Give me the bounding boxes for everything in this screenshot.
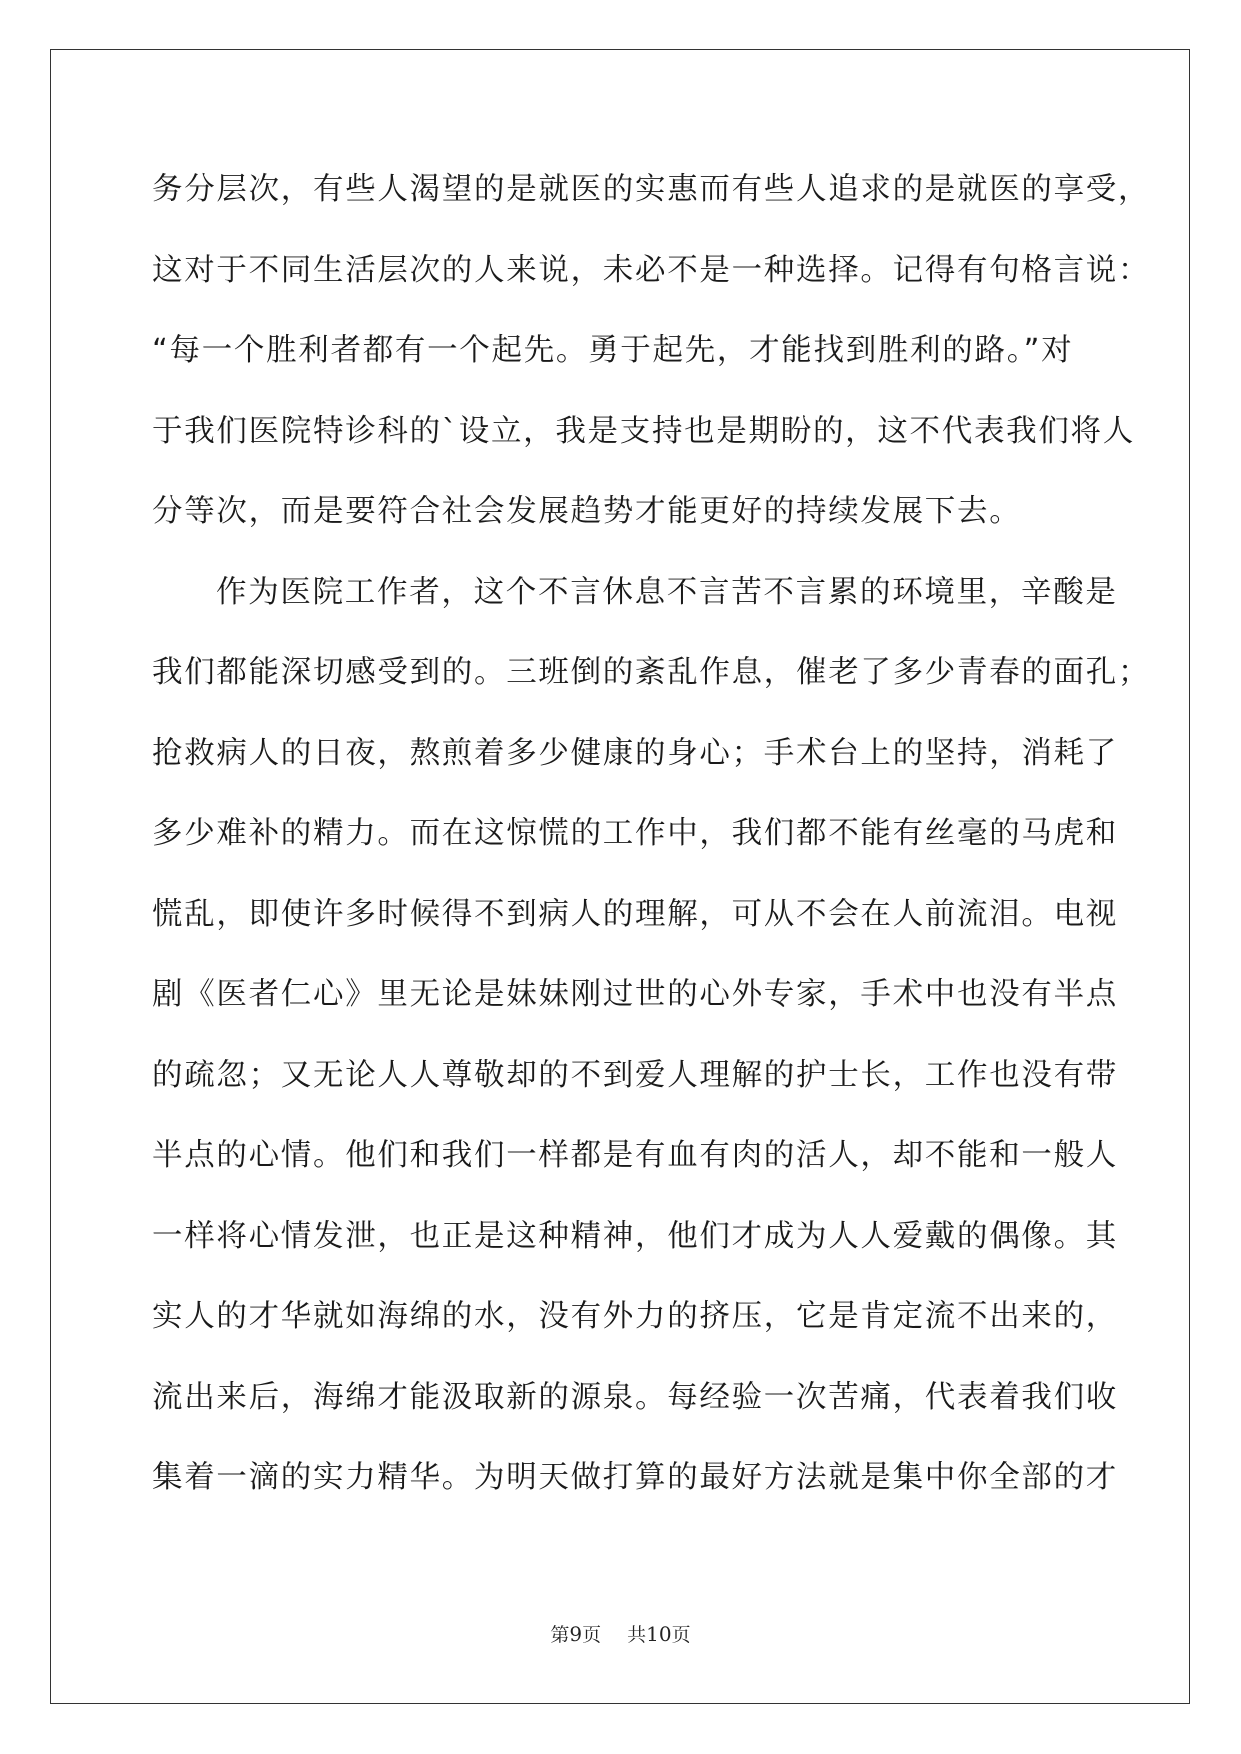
text-line: 这对于不同生活层次的人来说，未必不是一种选择。记得有句格言说： [152, 252, 1151, 288]
text-line: 实人的才华就如海绵的水，没有外力的挤压，它是肯定流不出来的， [152, 1299, 1118, 1334]
page-prefix: 第 [550, 1624, 570, 1646]
text-line: 我们都能深切感受到的。三班倒的紊乱作息，催老了多少青春的面孔； [152, 655, 1151, 690]
total-prefix: 共 [627, 1624, 647, 1646]
text-line: 一样将心情发泄，也正是这种精神，他们才成为人人爱戴的偶像。其 [152, 1218, 1118, 1254]
text-line: 集着一滴的实力精华。为明天做打算的最好方法就是集中你全部的才 [152, 1460, 1118, 1495]
text-line: 多少难补的精力。而在这惊慌的工作中，我们都不能有丝毫的马虎和 [152, 816, 1118, 851]
text-line: 的疏忽；又无论人人尊敬却的不到爱人理解的护士长，工作也没有带 [152, 1057, 1118, 1093]
document-body [152, 160, 1151, 1529]
text-line: 务分层次，有些人渴望的是就医的实惠而有些人追求的是就医的享受， [152, 172, 1151, 207]
total-pages: 10 [646, 1622, 672, 1646]
text-line: 抢救病人的日夜，熬煎着多少健康的身心；手术台上的坚持，消耗了 [152, 735, 1118, 771]
text-line: 剧《医者仁心》里无论是妹妹刚过世的心外专家，手术中也没有半点 [152, 977, 1118, 1012]
text-line: 于我们医院特诊科的`设立，我是支持也是期盼的，这不代表我们将人 [152, 413, 1135, 449]
text-line: 半点的心情。他们和我们一样都是有血有肉的活人，却不能和一般人 [152, 1138, 1118, 1173]
text-line: 作为医院工作者，这个不言休息不言苦不言累的环境里，辛酸是 [216, 574, 1118, 610]
text-line: 流出来后，海绵才能汲取新的源泉。每经验一次苦痛，代表着我们收 [152, 1379, 1118, 1415]
page-number: 9 [569, 1622, 583, 1646]
text-line: “每一个胜利者都有一个起先。勇于起先，才能找到胜利的路。”对 [152, 333, 1074, 368]
text-line: 慌乱，即使许多时候得不到病人的理解，可从不会在人前流泪。电视 [152, 896, 1118, 932]
page-suffix: 页 [582, 1624, 602, 1646]
page-footer [0, 1620, 1241, 1647]
text-line: 分等次，而是要符合社会发展趋势才能更好的持续发展下去。 [152, 494, 1022, 529]
total-suffix: 页 [671, 1624, 691, 1646]
